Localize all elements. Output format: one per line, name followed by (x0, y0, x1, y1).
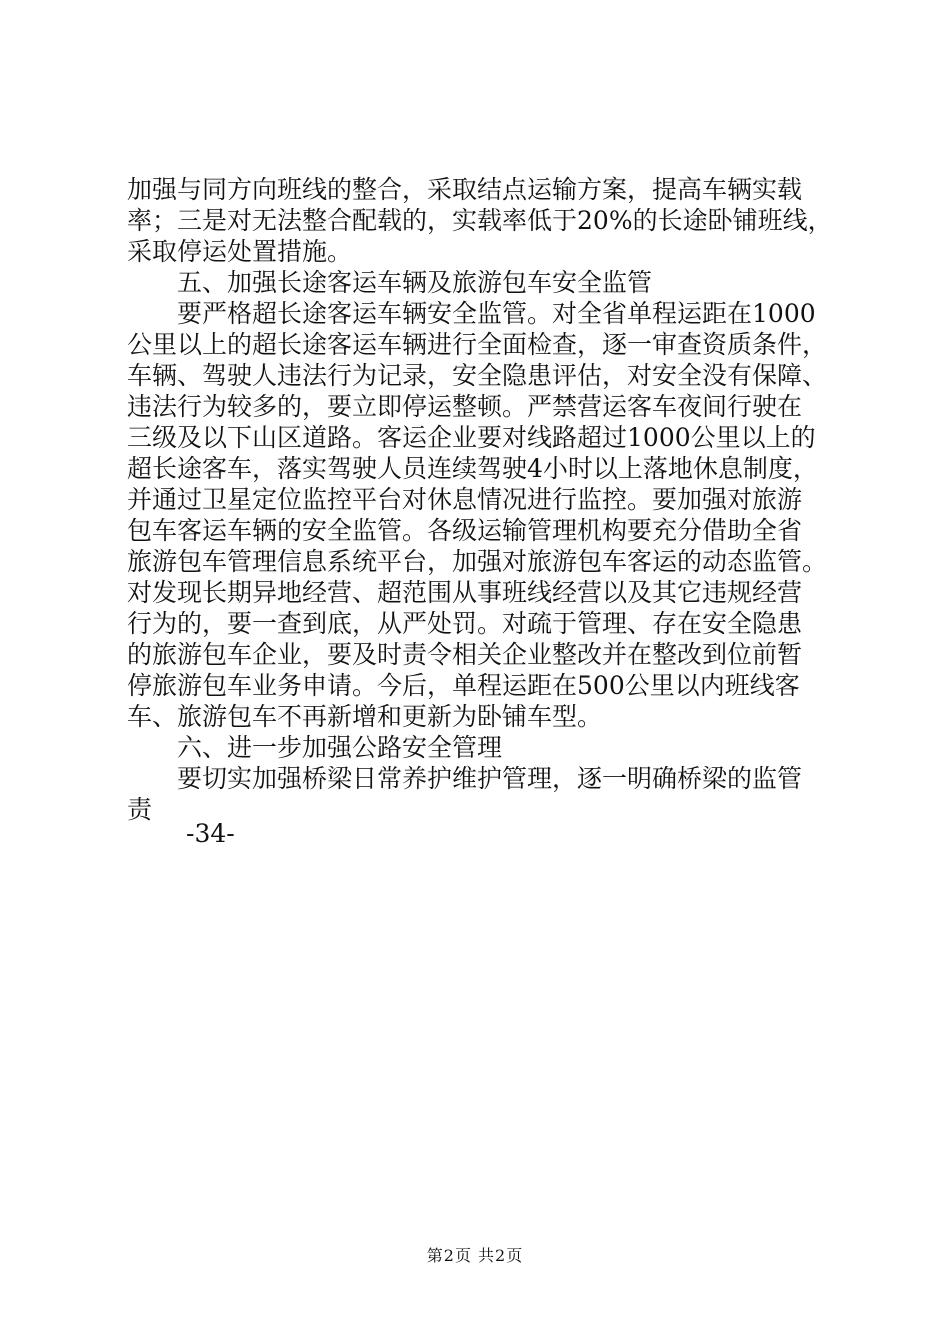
text-line: 超长途客车，落实驾驶人员连续驾驶4小时以上落地休息制度， (127, 454, 818, 483)
text-line: 要切实加强桥梁日常养护维护管理，逐一明确桥梁的监管 (127, 764, 803, 793)
text-line: 停旅游包车业务申请。今后，单程运距在500公里以内班线客 (127, 671, 800, 700)
text-line: 三级及以下山区道路。客运企业要对线路超过1000公里以上的 (127, 423, 816, 452)
inline-page-number: -34- (186, 819, 235, 848)
text-line: 责 (127, 795, 153, 824)
text-line: 车、旅游包车不再新增和更新为卧铺车型。 (127, 702, 603, 731)
text-line: 车辆、驾驶人违法行为记录，安全隐患评估，对安全没有保障、 (127, 361, 828, 390)
text-line: 旅游包车管理信息系统平台，加强对旅游包车客运的动态监管。 (127, 547, 828, 576)
text-line: 要严格超长途客运车辆安全监管。对全省单程运距在1000 (127, 299, 816, 328)
text-line: 率；三是对无法整合配载的，实载率低于20%的长途卧铺班线， (127, 206, 833, 235)
text-line: 并通过卫星定位监控平台对休息情况进行监控。要加强对旅游 (127, 485, 803, 514)
text-line: 的旅游包车企业，要及时责令相关企业整改并在整改到位前暂 (127, 640, 803, 669)
section-heading: 六、进一步加强公路安全管理 (127, 733, 503, 762)
body-text (127, 174, 833, 825)
text-line: 行为的，要一查到底，从严处罚。对疏于管理、存在安全隐患 (127, 609, 803, 638)
text-line: 公里以上的超长途客运车辆进行全面检查，逐一审查资质条件， (127, 330, 828, 359)
text-line: 加强与同方向班线的整合，采取结点运输方案，提高车辆实载 (127, 175, 803, 204)
text-line: 包车客运车辆的安全监管。各级运输管理机构要充分借助全省 (127, 516, 803, 545)
page-footer: 第2页 共2页 (426, 1246, 524, 1265)
text-line: 采取停运处置措施。 (127, 237, 353, 266)
text-line: 对发现长期异地经营、超范围从事班线经营以及其它违规经营 (127, 578, 803, 607)
section-heading: 五、加强长途客运车辆及旅游包车安全监管 (127, 268, 653, 297)
text-line: 违法行为较多的，要立即停运整顿。严禁营运客车夜间行驶在 (127, 392, 803, 421)
